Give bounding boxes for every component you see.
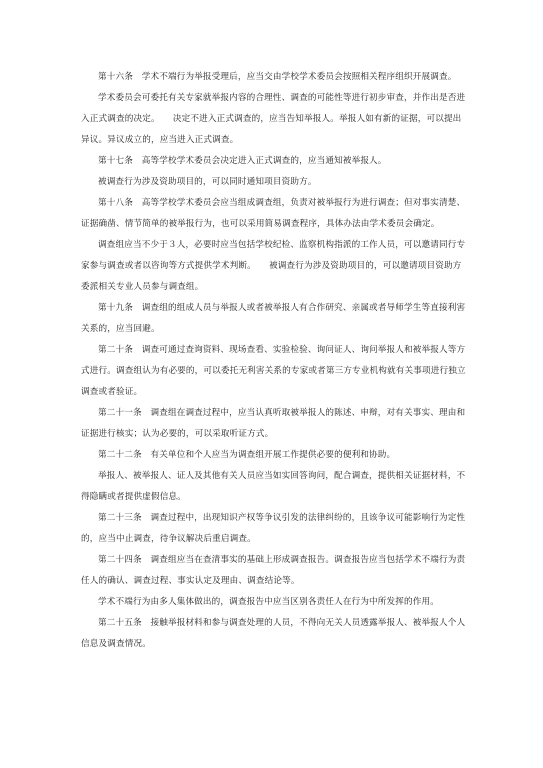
article-20-paragraph: 第二十条 调查可通过查询资料、现场查看、实验检验、询问证人、询问举报人和被举报人等方式进行。调查组认为有必要的，可以委托无利害关系的专家或者第三方专业机构就有关事项进行独立调查或者验证。 bbox=[81, 345, 466, 397]
article-21-paragraph: 第二十一条 调查组在调查过程中，应当认真听取被举报人的陈述、申辩，对有关事实、理由和证据进行核实；认为必要的，可以采取听证方式。 bbox=[81, 408, 466, 439]
article-24-paragraph: 第二十四条 调查组应当在查清事实的基础上形成调查报告。调查报告应当包括学术不端行为责任人的确认、调查过程、事实认定及理由、调查结论等。 bbox=[81, 555, 466, 586]
article-16-followup-paragraph: 学术委员会可委托有关专家就举报内容的合理性、调查的可能性等进行初步审查，并作出是否进入正式调查的决定。 决定不进入正式调查的，应当告知举报人。举报人如有新的证据，可以提出异议。异议成立的，应当进入正式调查。 bbox=[81, 93, 466, 145]
article-18-paragraph: 第十八条 高等学校学术委员会应当组成调查组，负责对被举报行为进行调查；但对事实清楚、证据确凿、情节简单的被举报行为，也可以采用简易调查程序，具体办法由学术委员会确定。 bbox=[81, 198, 466, 229]
article-22-followup-paragraph: 举报人、被举报人、证人及其他有关人员应当如实回答询问，配合调查，提供相关证据材料，不得隐瞒或者提供虚假信息。 bbox=[81, 471, 466, 502]
article-24-followup-paragraph: 学术不端行为由多人集体做出的，调查报告中应当区别各责任人在行为中所发挥的作用。 bbox=[98, 597, 440, 607]
article-17-followup-paragraph: 被调查行为涉及资助项目的，可以同时通知项目资助方。 bbox=[98, 177, 317, 187]
article-23-paragraph: 第二十三条 调查过程中，出现知识产权等争议引发的法律纠纷的，且该争议可能影响行为定性的，应当中止调查，待争议解决后重启调查。 bbox=[81, 513, 466, 544]
article-19-paragraph: 第十九条 调查组的组成人员与举报人或者被举报人有合作研究、亲属或者导师学生等直接利害关系的，应当回避。 bbox=[81, 303, 466, 334]
article-18-followup-paragraph: 调查组应当不少于３人，必要时应当包括学校纪检、监察机构指派的工作人员，可以邀请同行专家参与调查或者以咨询等方式提供学术判断。 被调查行为涉及资助项目的，可以邀请项目资助方委派相关专业人员参与调查组。 bbox=[81, 240, 466, 292]
article-25-paragraph: 第二十五条 接触举报材料和参与调查处理的人员，不得向无关人员透露举报人、被举报人个人信息及调查情况。 bbox=[81, 618, 466, 649]
document-page bbox=[81, 67, 469, 655]
article-16-paragraph: 第十六条 学术不端行为举报受理后，应当交由学校学术委员会按照相关程序组织开展调查。 bbox=[98, 72, 457, 82]
article-22-paragraph: 第二十二条 有关单位和个人应当为调查组开展工作提供必要的便利和协助。 bbox=[98, 450, 396, 460]
article-17-paragraph: 第十七条 高等学校学术委员会决定进入正式调查的，应当通知被举报人。 bbox=[98, 156, 387, 166]
